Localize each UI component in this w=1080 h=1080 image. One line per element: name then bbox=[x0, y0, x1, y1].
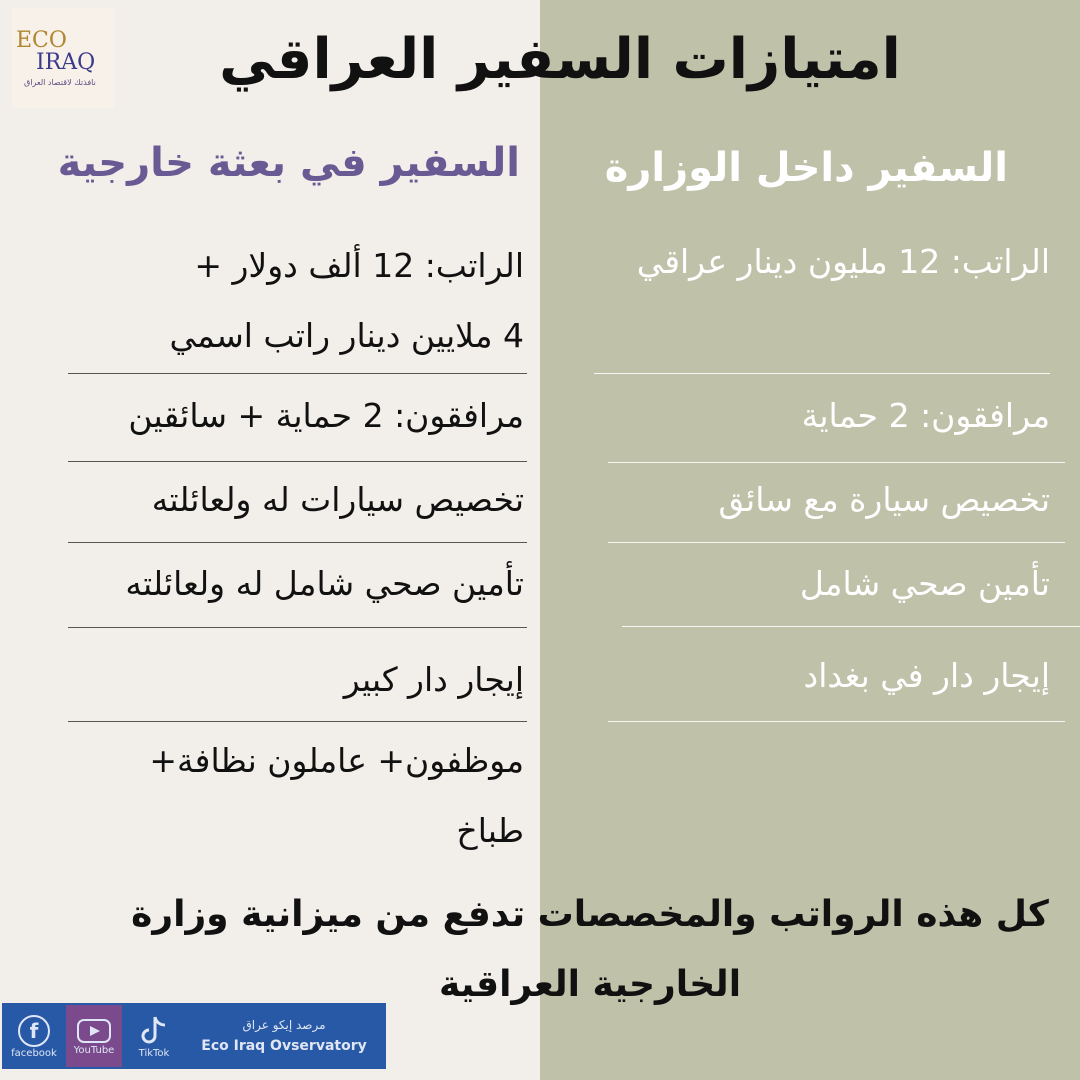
logo-tagline: نافذتك لاقتصاد العراق bbox=[24, 77, 96, 87]
divider bbox=[68, 373, 527, 374]
divider bbox=[594, 373, 1050, 374]
page-title: امتيازات السفير العراقي bbox=[219, 27, 901, 92]
ministry-housing: إيجار دار في بغداد bbox=[803, 656, 1050, 695]
abroad-staff bbox=[54, 733, 524, 859]
abroad-staff-line1: موظفون+ عاملون نظافة+ bbox=[149, 741, 524, 780]
divider bbox=[68, 461, 527, 462]
svg-text:f: f bbox=[29, 1018, 39, 1043]
abroad-cars: تخصيص سيارات له ولعائلته bbox=[151, 480, 524, 519]
observatory-name bbox=[182, 1018, 386, 1054]
divider bbox=[608, 721, 1065, 722]
divider bbox=[608, 462, 1065, 463]
divider bbox=[608, 542, 1065, 543]
abroad-salary-line2: 4 ملايين دينار راتب اسمي bbox=[169, 316, 524, 355]
abroad-salary-line1: الراتب: 12 ألف دولار + bbox=[194, 246, 524, 285]
youtube-link[interactable] bbox=[66, 1005, 122, 1067]
abroad-staff-line2: طباخ bbox=[456, 811, 524, 850]
observatory-name-english: Eco Iraq Ovservatory bbox=[201, 1038, 367, 1054]
divider bbox=[68, 721, 527, 722]
ministry-escorts: مرافقون: 2 حماية bbox=[801, 396, 1050, 435]
facebook-link[interactable] bbox=[6, 1005, 62, 1067]
eco-iraq-logo bbox=[12, 8, 114, 108]
youtube-icon bbox=[76, 1017, 112, 1045]
funding-note-line2: الخارجية العراقية bbox=[438, 964, 742, 1005]
facebook-icon bbox=[17, 1014, 51, 1048]
logo-line1: ECO bbox=[16, 27, 67, 53]
tiktok-label: TikTok bbox=[138, 1047, 170, 1059]
ministry-car: تخصيص سيارة مع سائق bbox=[718, 480, 1050, 519]
observatory-name-arabic: مرصد إيكو عراق bbox=[242, 1018, 326, 1032]
tiktok-link[interactable] bbox=[126, 1005, 182, 1067]
divider bbox=[68, 542, 527, 543]
funding-note bbox=[120, 880, 1060, 1020]
ministry-column-heading: السفير داخل الوزارة bbox=[604, 145, 1008, 191]
facebook-label: facebook bbox=[11, 1047, 57, 1059]
abroad-column-heading: السفير في بعثة خارجية bbox=[57, 140, 520, 186]
abroad-insurance: تأمين صحي شامل له ولعائلته bbox=[125, 564, 524, 603]
tiktok-icon bbox=[139, 1014, 169, 1048]
logo-line2: IRAQ bbox=[36, 49, 96, 75]
abroad-housing: إيجار دار كبير bbox=[343, 660, 524, 699]
abroad-salary bbox=[54, 238, 524, 364]
divider bbox=[68, 627, 527, 628]
ministry-salary: الراتب: 12 مليون دينار عراقي bbox=[636, 242, 1050, 281]
abroad-escorts: مرافقون: 2 حماية + سائقين bbox=[128, 396, 524, 435]
ministry-insurance: تأمين صحي شامل bbox=[799, 564, 1050, 603]
youtube-label: YouTube bbox=[73, 1044, 115, 1056]
divider bbox=[622, 626, 1080, 627]
social-media-banner bbox=[2, 1003, 386, 1069]
funding-note-line1: كل هذه الرواتب والمخصصات تدفع من ميزانية وزارة bbox=[131, 894, 1049, 935]
